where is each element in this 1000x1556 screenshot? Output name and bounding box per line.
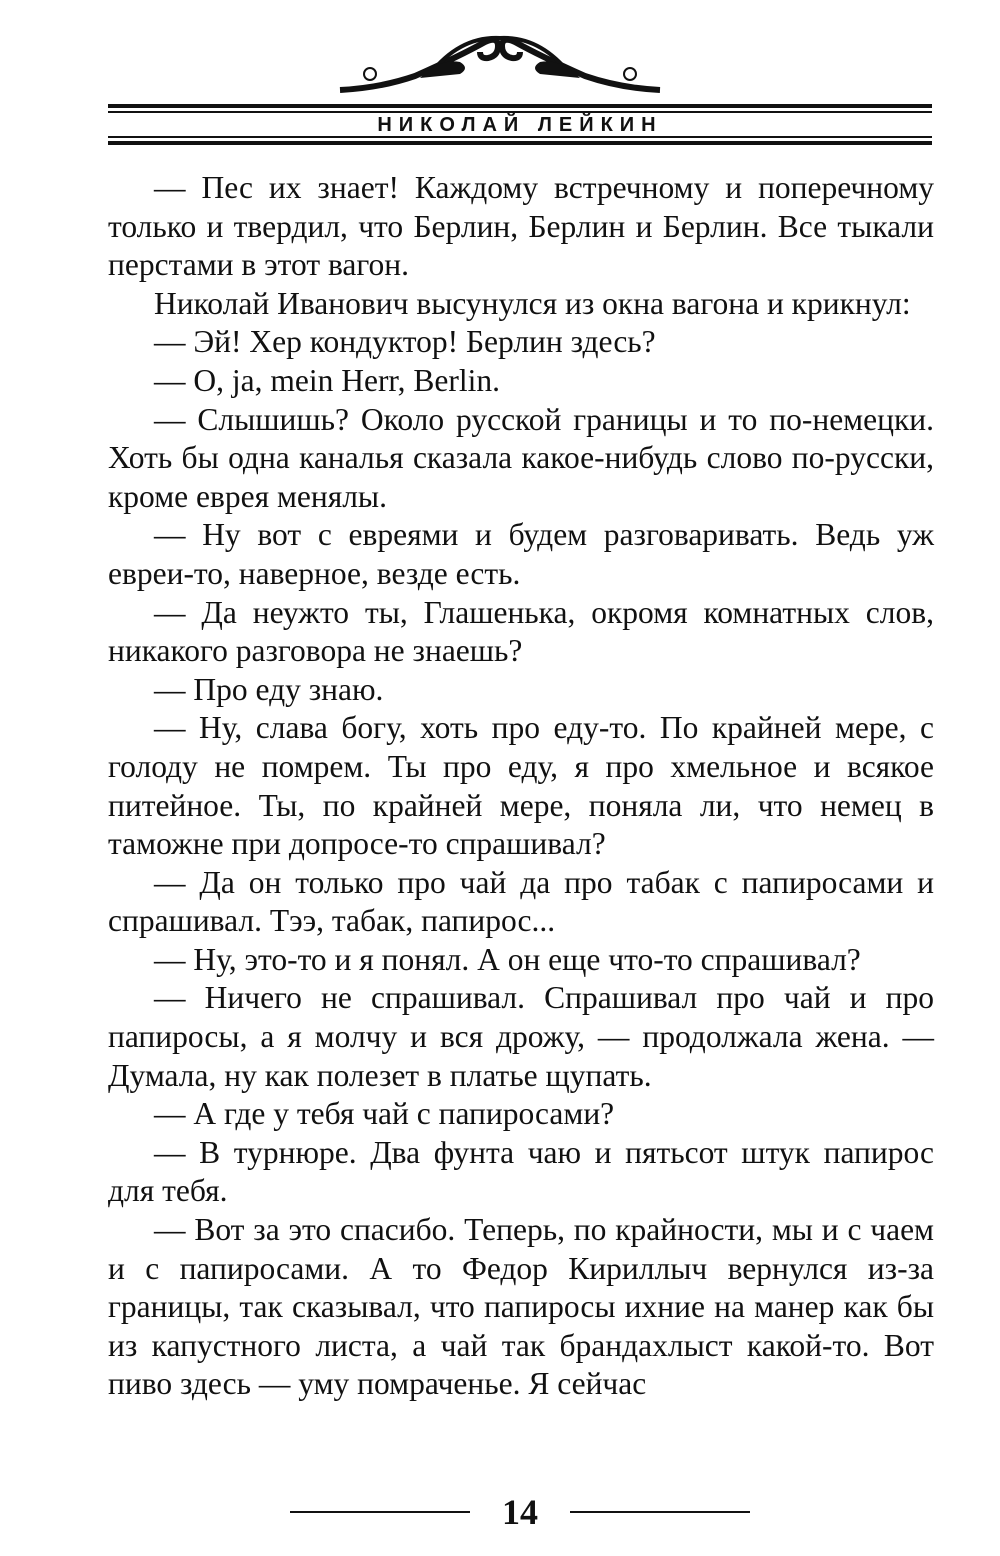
header-rule-bottom-thick [108,141,932,145]
page-number: 14 [502,1492,538,1532]
paragraph: — Слышишь? Около русской границы и то по-немецки. Хоть бы одна каналья сказала какое-нибудь слово по-русски, кроме еврея менялы. [108,401,934,514]
paragraph: — Пес их знает! Каждому встречному и поперечному только и твердил, что Берлин, Берлин и Берлин. Все тыкали перстами в этот вагон. [108,170,934,283]
paragraph: — В турнюре. Два фунта чаю и пятьсот штук папирос для тебя. [108,1134,934,1209]
paragraph: — Ну, это-то и я понял. А он еще что-то спрашивал? [154,941,861,977]
body-text [108,169,934,1404]
header-rule-top-thin [108,111,932,113]
paragraph: — Вот за это спасибо. Теперь, по крайности, мы и с чаем и с папиросами. А то Федор Кириллыч вернулся из-за границы, так сказывал, что папиросы ихние на манер как бы из капустного листа, а чай так брандахлыст какой-то. Вот пиво здесь — уму помраченье. Я сейчас [108,1212,934,1402]
page-footer [290,1492,750,1532]
paragraph: — Да неужто ты, Глашенька, окромя комнатных слов, никакого разговора не знаешь? [108,594,934,669]
footer-rule-right [570,1511,750,1513]
paragraph: — А где у тебя чай с папиросами? [154,1096,615,1132]
flourish-ornament-icon [320,28,680,96]
running-header [108,104,932,144]
header-rule-top-thick [108,104,932,108]
header-rule-bottom-thin [108,136,932,138]
paragraph: Николай Иванович высунулся из окна вагона и крикнул: [154,285,911,321]
paragraph: — Ничего не спрашивал. Спрашивал про чай и про папиросы, а я молчу и вся дрожу, — продолжала жена. — Думала, ну как полезет в платье щупать. [108,980,934,1093]
paragraph: — Эй! Хер кондуктор! Берлин здесь? [154,324,656,360]
paragraph: — Ну, слава богу, хоть про еду-то. По крайней мере, с голоду не помрем. Ты про еду, я про хмельное и всякое питейное. Ты, по крайней мере, поняла ли, что немец в таможне при допросе-то спрашивал? [108,710,934,862]
paragraph: — Про еду знаю. [154,671,384,707]
paragraph: — Ну вот с евреями и будем разговаривать. Ведь уж евреи-то, наверное, везде есть. [108,517,934,591]
paragraph: — О, ja, mein Herr, Berlin. [154,362,501,398]
running-title: НИКОЛАЙ ЛЕЙКИН [377,114,663,136]
paragraph: — Да он только про чай да про табак с папиросами и спрашивал. Тээ, табак, папирос... [108,864,934,939]
